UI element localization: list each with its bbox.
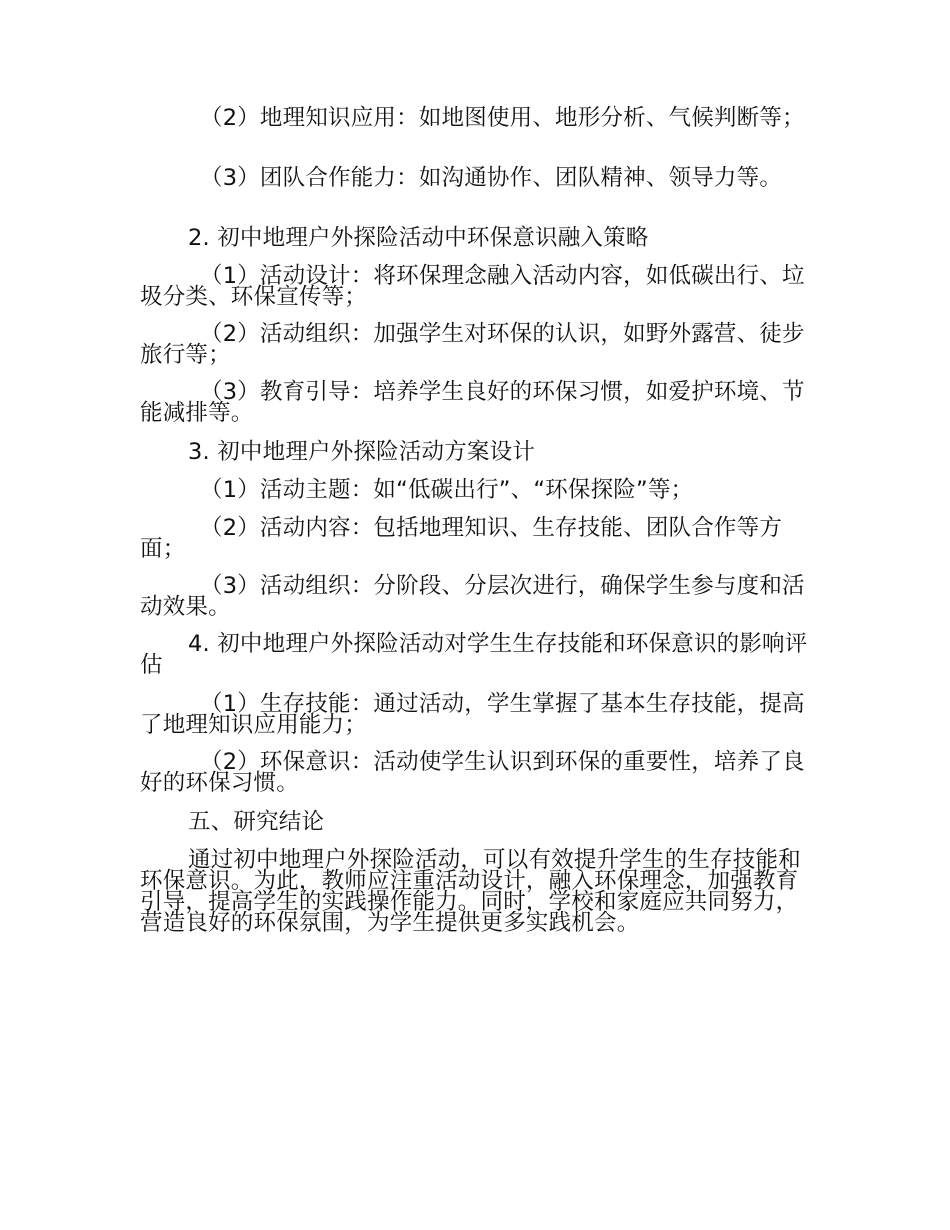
- paragraph-activity-theme: （1）活动主题：如“低碳出行”、“环保探险”等；: [200, 477, 694, 503]
- paragraph-survival-skills: （1）生存技能：通过活动，学生掌握了基本生存技能，提高了地理知识应用能力；: [140, 691, 805, 738]
- heading-conclusion: 五、研究结论: [188, 809, 325, 835]
- paragraph-geo-knowledge: （2）地理知识应用：如地图使用、地形分析、气候判断等；: [200, 105, 805, 131]
- paragraph-conclusion: 通过初中地理户外探险活动，可以有效提升学生的生存技能和环保意识。为此，教师应注重活动设计，融入环保理念，加强教育引导，提高学生的实践操作能力。同时，学校和家庭应共同努力，营造良好的环保氛围，为学生提供更多实践机会。: [140, 847, 801, 936]
- heading-section-4: 4. 初中地理户外探险活动对学生生存技能和环保意识的影响评估: [140, 631, 808, 678]
- heading-section-3: 3. 初中地理户外探险活动方案设计: [188, 439, 536, 465]
- paragraph-education-guide: （3）教育引导：培养学生良好的环保习惯，如爱护环境、节能减排等。: [140, 379, 805, 426]
- heading-section-2: 2. 初中地理户外探险活动中环保意识融入策略: [188, 225, 649, 251]
- paragraph-activity-org: （2）活动组织：加强学生对环保的认识，如野外露营、徒步旅行等；: [140, 321, 805, 368]
- paragraph-eco-awareness: （2）环保意识：活动使学生认识到环保的重要性，培养了良好的环保习惯。: [140, 749, 805, 796]
- paragraph-activity-org-2: （3）活动组织：分阶段、分层次进行，确保学生参与度和活动效果。: [140, 573, 805, 620]
- paragraph-teamwork: （3）团队合作能力：如沟通协作、团队精神、领导力等。: [200, 165, 783, 191]
- paragraph-activity-design: （1）活动设计：将环保理念融入活动内容，如低碳出行、垃圾分类、环保宣传等；: [140, 263, 805, 310]
- paragraph-activity-content: （2）活动内容：包括地理知识、生存技能、团队合作等方面；: [140, 515, 783, 562]
